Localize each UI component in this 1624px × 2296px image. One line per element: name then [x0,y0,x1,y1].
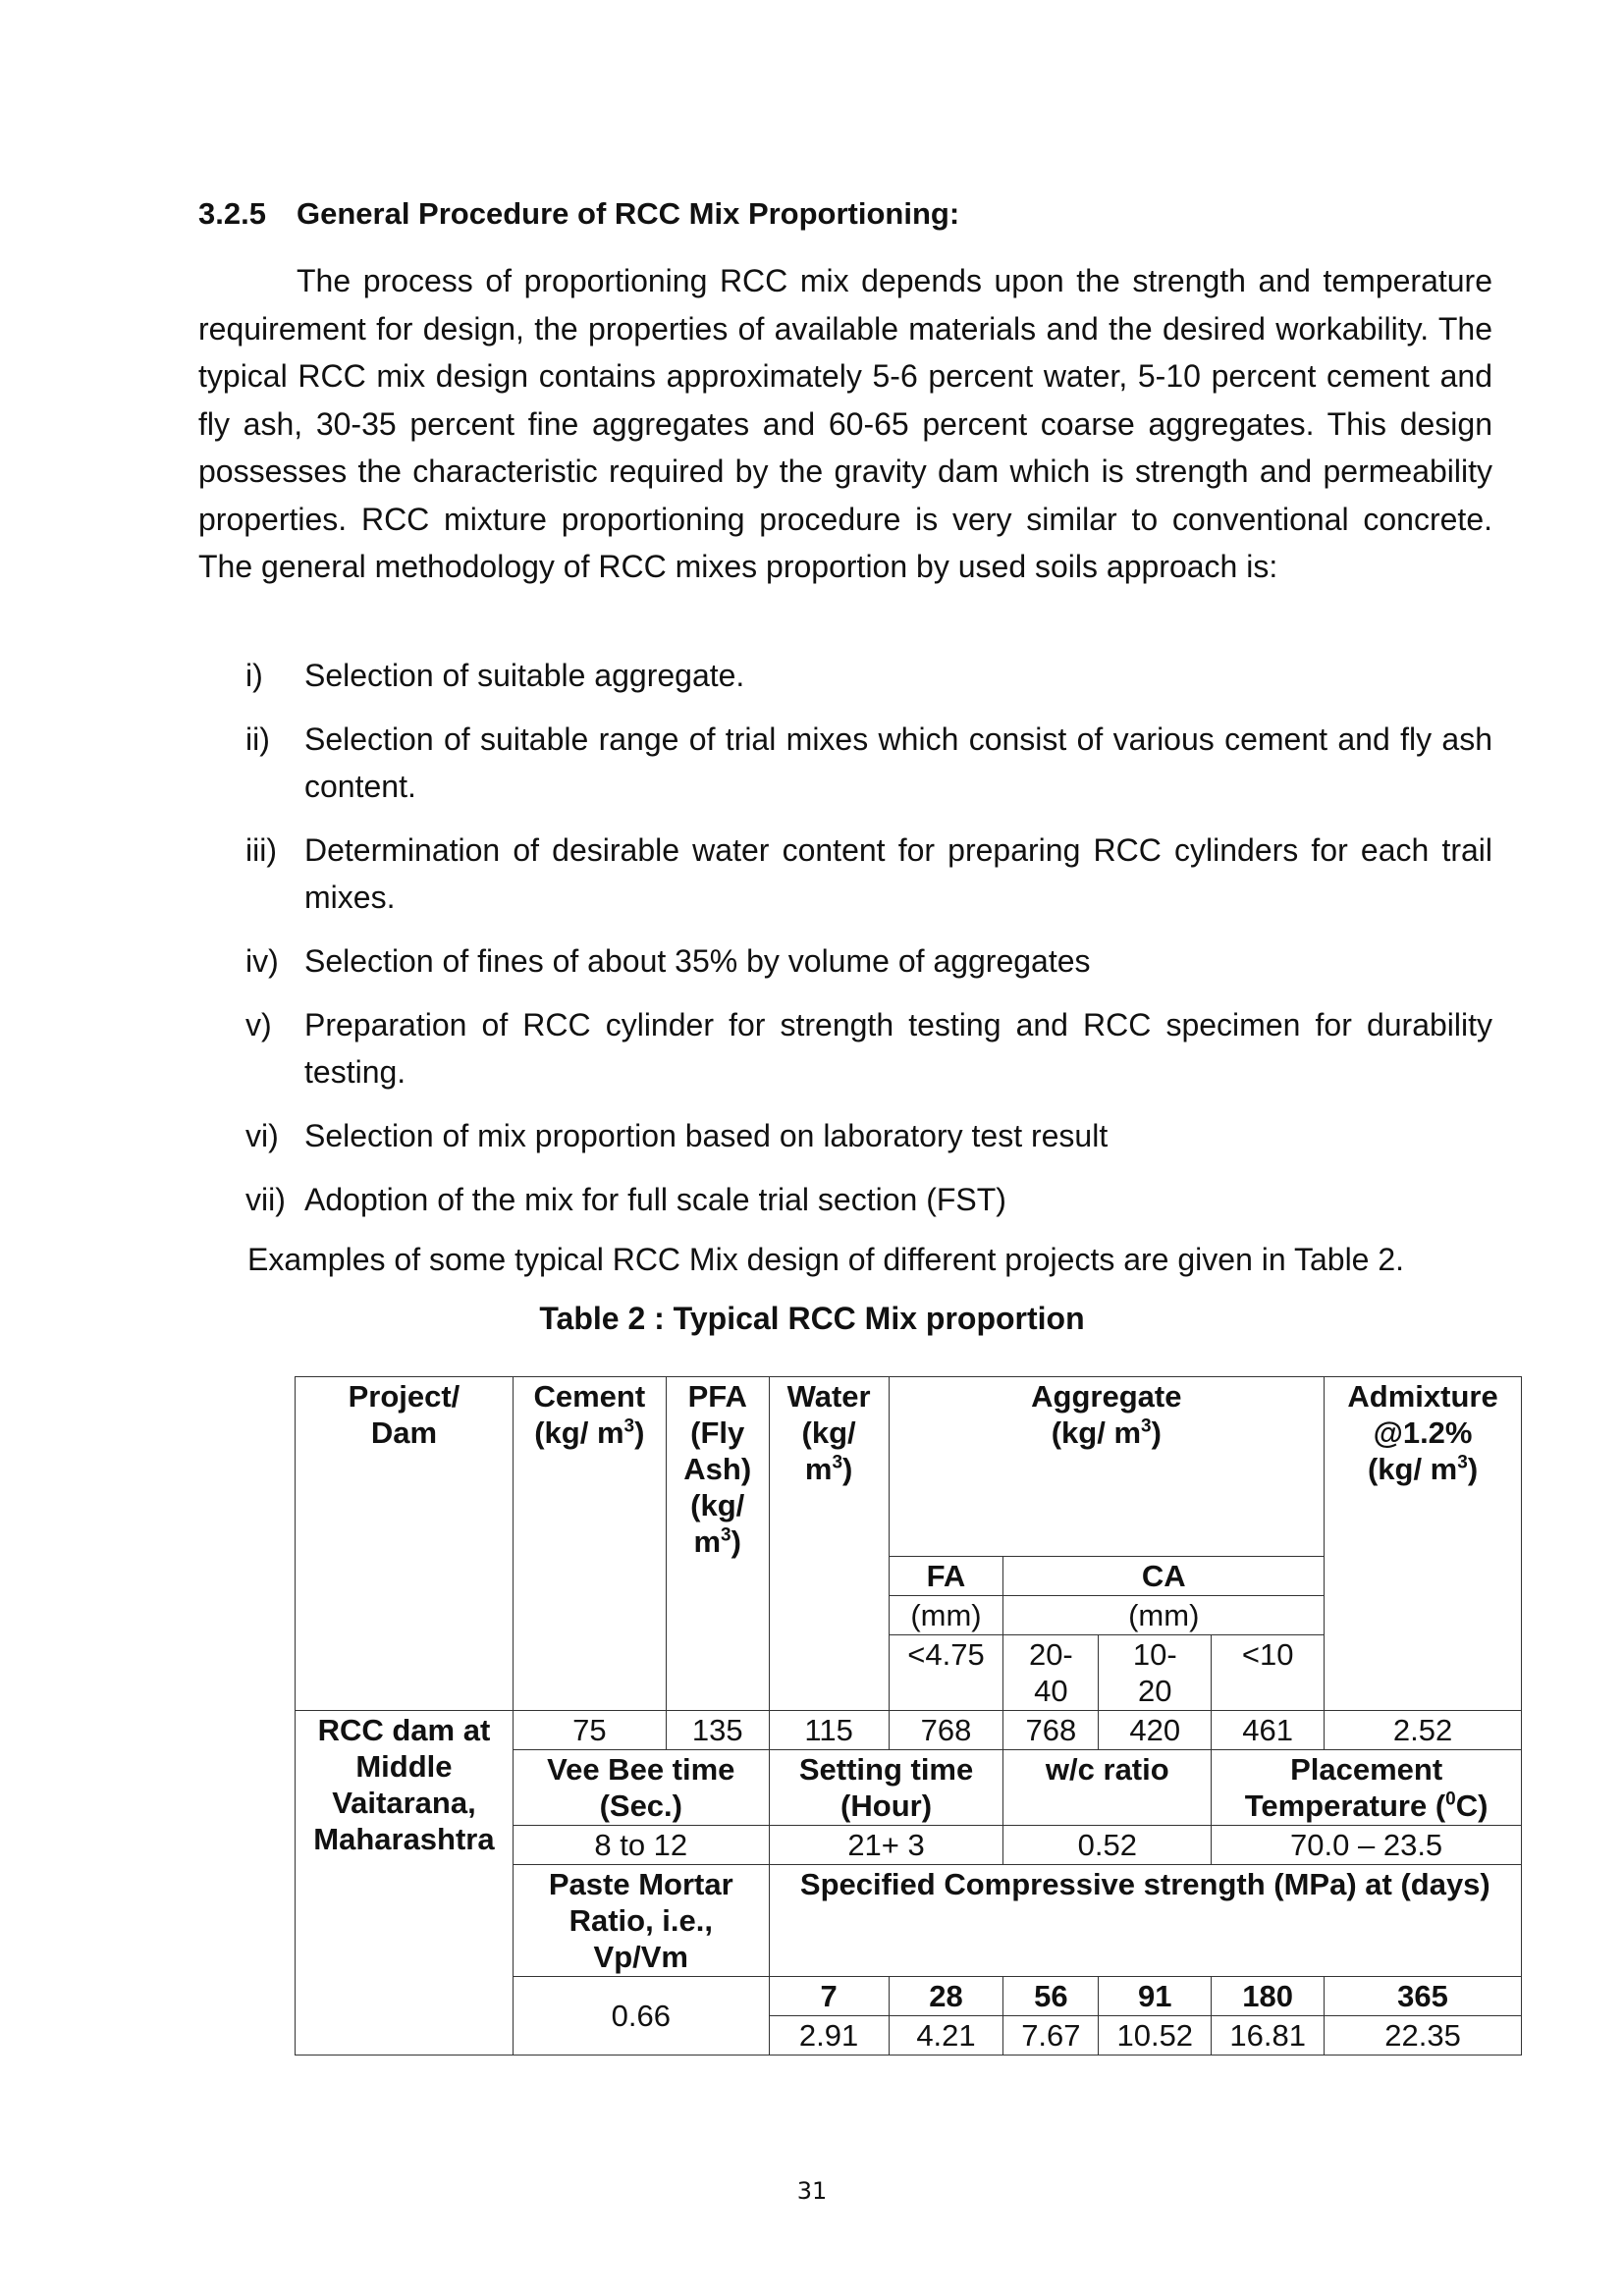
list-marker: vi) [245,1118,279,1153]
strength-value: 4.21 [889,2016,1003,2056]
value-cement: 75 [513,1711,666,1750]
list-text: Selection of mix proportion based on laboratory test result [304,1118,1109,1153]
list-marker: v) [245,1007,272,1042]
fa-unit: (mm) [889,1596,1003,1635]
strength-value: 22.35 [1325,2016,1522,2056]
examples-sentence: Examples of some typical RCC Mix design of different projects are given in Table 2. [247,1242,1405,1277]
value-paste-mortar: 0.66 [513,1977,769,2056]
strength-day: 180 [1212,1977,1325,2016]
project-name: RCC dam at Middle Vaitarana, Maharashtra [296,1711,514,2056]
list-marker: vii) [245,1182,286,1217]
value-setting-time: 21+ 3 [769,1826,1003,1865]
header-placement-temp: Placement Temperature ($^0$C) [1212,1750,1522,1826]
value-ca-20-40: 768 [1003,1711,1099,1750]
list-text: Selection of suitable aggregate. [304,658,745,693]
page-number: 31 [796,2177,828,2205]
section-heading [198,196,959,232]
list-marker: ii) [245,721,270,757]
value-water: 115 [769,1711,889,1750]
header-paste-mortar: Paste Mortar Ratio, i.e., Vp/Vm [513,1865,769,1977]
intro-paragraph: The process of proportioning RCC mix depends upon the strength and temperature requirement for design, the properties of available materials and the desired workability. The typical RCC mix design contains approximately 5-6 percent water, 5-10 percent cement and fly ash, 30-35 percent fine aggregates and 60-65 percent coarse aggregates. This design possesses the characteristic required by the gravity dam which is strength and permeability properties. RCC mixture proportioning procedure is very similar to conventional concrete. The general methodology of RCC mixes proportion by used soils approach is: [198,263,1492,584]
size-lt10: <10 [1212,1635,1325,1711]
value-fa: 768 [889,1711,1003,1750]
section-title: General Procedure of RCC Mix Proportioning: [297,196,960,231]
strength-value: 16.81 [1212,2016,1325,2056]
value-ca-10-20: 420 [1099,1711,1212,1750]
value-pfa: 135 [666,1711,769,1750]
table-caption: Table 2 : Typical RCC Mix proportion [539,1301,1085,1336]
strength-day: 365 [1325,1977,1522,2016]
strength-day: 91 [1099,1977,1212,2016]
header-admixture: Admixture @1.2% (kg/ $m^3$) [1325,1377,1522,1711]
list-text: Selection of suitable range of trial mixes which consist of various cement and fly ash content. [304,721,1492,804]
header-fa: FA [889,1557,1003,1596]
header-compressive-strength: Specified Compressive strength (MPa) at (days) [769,1865,1521,1977]
strength-day: 7 [769,1977,889,2016]
list-text: Preparation of RCC cylinder for strength testing and RCC specimen for durability testing. [304,1007,1492,1090]
header-cement: Cement (kg/ $m^3$) [513,1377,666,1711]
strength-value: 7.67 [1003,2016,1099,2056]
list-item [245,1001,1492,1095]
list-item [245,1112,1492,1159]
strength-day: 56 [1003,1977,1099,2016]
strength-day: 28 [889,1977,1003,2016]
value-admixture: 2.52 [1325,1711,1522,1750]
table-header-row [296,1377,1522,1557]
header-pfa: PFA (Fly Ash) (kg/ $m^3$) [666,1377,769,1711]
list-item [245,716,1492,810]
list-text: Selection of fines of about 35% by volume of aggregates [304,943,1091,979]
header-setting-time: Setting time (Hour) [769,1750,1003,1826]
value-placement-temp: 70.0 – 23.5 [1212,1826,1522,1865]
procedure-list [245,652,1492,1240]
list-item [245,652,1492,699]
size-20-40: 20- 40 [1003,1635,1099,1711]
table-row [296,1711,1522,1750]
list-text: Determination of desirable water content for preparing RCC cylinders for each trail mixes. [304,832,1492,915]
header-ca: CA [1003,1557,1325,1596]
header-vee-bee: Vee Bee time (Sec.) [513,1750,769,1826]
header-aggregate: Aggregate (kg/ $m^3$) [889,1377,1325,1557]
section-number: 3.2.5 [198,196,266,231]
header-wc-ratio: w/c ratio [1003,1750,1212,1826]
value-ca-lt10: 461 [1212,1711,1325,1750]
header-project: Project/ Dam [296,1377,514,1711]
header-water: Water (kg/ $m^3$) [769,1377,889,1711]
list-marker: iv) [245,943,279,979]
mix-proportion-table [295,1376,1522,2056]
list-text: Adoption of the mix for full scale trial section (FST) [304,1182,1006,1217]
list-marker: iii) [245,832,277,868]
ca-unit: (mm) [1003,1596,1325,1635]
size-fa: <4.75 [889,1635,1003,1711]
list-marker: i) [245,658,263,693]
list-item [245,827,1492,921]
strength-value: 2.91 [769,2016,889,2056]
size-10-20: 10- 20 [1099,1635,1212,1711]
value-wc-ratio: 0.52 [1003,1826,1212,1865]
list-item [245,1176,1492,1223]
strength-value: 10.52 [1099,2016,1212,2056]
value-vee-bee: 8 to 12 [513,1826,769,1865]
list-item [245,937,1492,985]
